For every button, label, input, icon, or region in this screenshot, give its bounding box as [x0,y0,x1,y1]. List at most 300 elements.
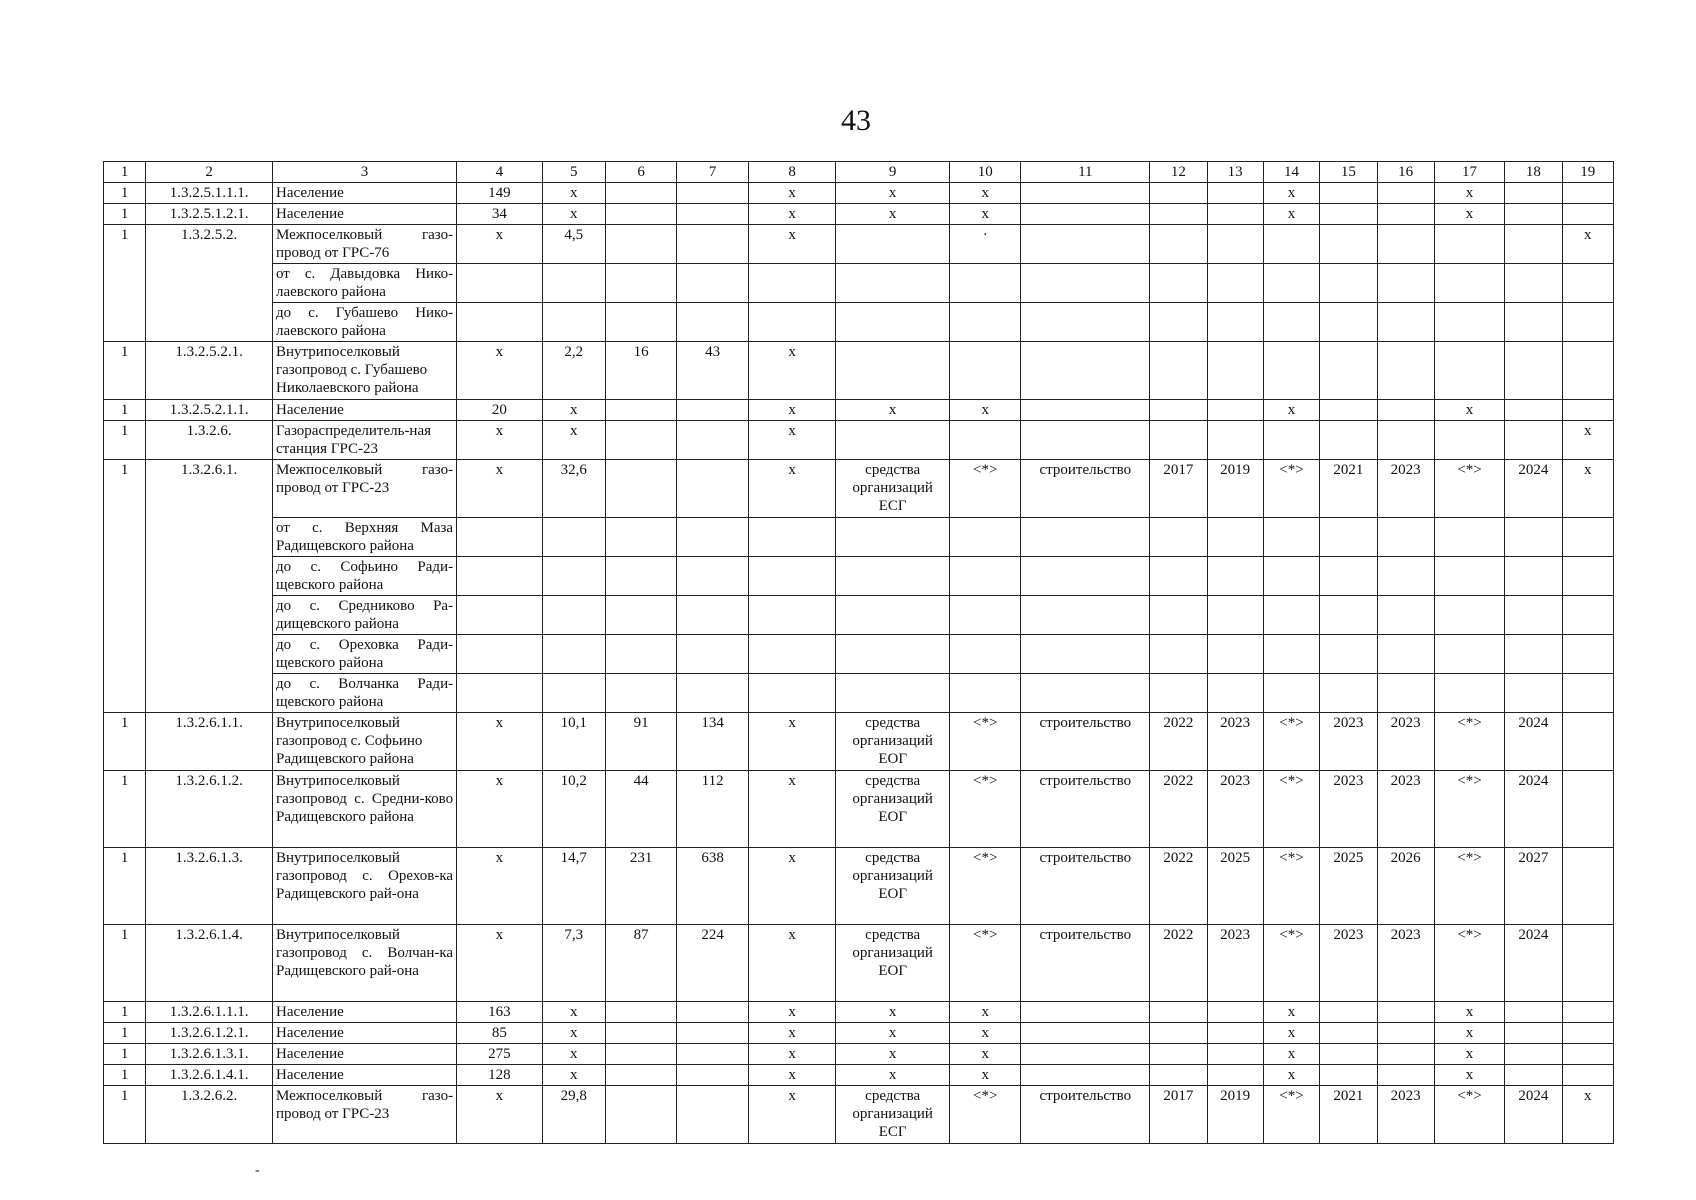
table-cell [1320,264,1377,303]
table-cell [1021,225,1150,264]
table-cell: х [1263,1023,1319,1044]
table-cell [1562,925,1613,1002]
table-row [104,421,1614,460]
table-cell: 1.3.2.6.2. [146,1086,273,1144]
table-cell: х [748,342,836,400]
table-cell [1150,303,1207,342]
table-cell [1207,342,1263,400]
table-cell: 2,2 [542,342,605,400]
table-cell: х [1562,1086,1613,1144]
header-cell: 3 [273,162,457,183]
table-cell [1150,1044,1207,1065]
table-cell [605,421,676,460]
table-cell [1377,1023,1434,1044]
table-cell [1377,183,1434,204]
table-cell: х [542,1065,605,1086]
table-cell [1207,518,1263,557]
table-cell: <*> [1434,1086,1504,1144]
table-cell [605,225,676,264]
table-cell: х [1263,400,1319,421]
table-cell [1377,204,1434,225]
table-cell: 2023 [1377,460,1434,518]
table-cell: х [950,1023,1021,1044]
table-cell [677,1002,748,1023]
table-cell: <*> [950,771,1021,848]
table-cell: х [748,1044,836,1065]
table-cell [1434,596,1504,635]
table-cell: средства организаций ЕСГ [836,1086,950,1144]
table-cell: 16 [605,342,676,400]
table-cell [1021,183,1150,204]
table-cell [605,183,676,204]
table-cell: х [748,1065,836,1086]
table-cell: Внутрипоселковый газопровод с. Губашево Николаевского района [273,342,457,400]
table-cell [1207,1065,1263,1086]
table-cell: <*> [1434,925,1504,1002]
header-cell: 16 [1377,162,1434,183]
table-cell: 2024 [1505,713,1562,771]
table-cell [677,264,748,303]
table-cell [950,674,1021,713]
table-cell [1207,421,1263,460]
table-cell: х [542,1023,605,1044]
table-cell [1150,635,1207,674]
table-cell: х [457,925,543,1002]
table-cell: <*> [1263,771,1319,848]
table-cell: 2025 [1320,848,1377,925]
table-cell [1263,596,1319,635]
table-cell: <*> [1263,925,1319,1002]
table-cell [677,557,748,596]
table-cell: <*> [1263,848,1319,925]
table-cell [1377,421,1434,460]
table-cell [457,635,543,674]
table-cell: до с. Софьино Ради-щевского района [273,557,457,596]
table-cell: х [950,1002,1021,1023]
table-cell: 1.3.2.6.1. [146,460,273,713]
table-cell: 10,2 [542,771,605,848]
table-cell: 44 [605,771,676,848]
table-cell [1434,557,1504,596]
table-cell [1021,400,1150,421]
table-cell: 231 [605,848,676,925]
table-cell [1207,204,1263,225]
table-cell: 1.3.2.5.2.1. [146,342,273,400]
table-cell: х [748,1023,836,1044]
table-cell: 1 [104,183,146,204]
table-cell [1562,1065,1613,1086]
table-cell [1263,635,1319,674]
table-cell [1377,400,1434,421]
table-cell: 2023 [1377,771,1434,848]
table-cell [1505,674,1562,713]
table-cell [1562,635,1613,674]
table-cell: <*> [950,713,1021,771]
table-cell [1021,264,1150,303]
table-cell: 4,5 [542,225,605,264]
table-cell [1207,264,1263,303]
table-cell: <*> [950,460,1021,518]
header-cell: 18 [1505,162,1562,183]
table-cell [1150,421,1207,460]
table-cell [1320,557,1377,596]
table-cell [1150,183,1207,204]
table-row [104,713,1614,771]
table-cell: Население [273,1023,457,1044]
table-cell [1505,1023,1562,1044]
table-cell: до с. Губашево Нико-лаевского района [273,303,457,342]
table-cell [1320,596,1377,635]
table-cell [605,204,676,225]
table-cell [1562,303,1613,342]
table-cell: 85 [457,1023,543,1044]
table-cell [677,1044,748,1065]
table-cell [1320,635,1377,674]
table-cell: 2017 [1150,1086,1207,1144]
header-cell: 14 [1263,162,1319,183]
table-cell: х [748,848,836,925]
table-cell: х [542,1044,605,1065]
table-cell: х [836,1044,950,1065]
table-row [104,596,1614,635]
table-cell [1377,674,1434,713]
table-cell [836,421,950,460]
table-row [104,925,1614,1002]
table-cell [1434,342,1504,400]
header-cell: 15 [1320,162,1377,183]
table-cell: х [950,183,1021,204]
table-cell [1021,674,1150,713]
table-cell [1377,557,1434,596]
table-cell [1320,518,1377,557]
table-cell [1320,225,1377,264]
table-cell: строительство [1021,771,1150,848]
table-cell [1434,225,1504,264]
table-cell [542,674,605,713]
table-cell: Межпоселковый газо-провод от ГРС-23 [273,460,457,518]
table-cell [677,421,748,460]
table-cell: · [950,225,1021,264]
table-cell: 112 [677,771,748,848]
table-cell: от с. Давыдовка Нико-лаевского района [273,264,457,303]
table-cell: Население [273,183,457,204]
table-cell: х [748,925,836,1002]
table-row [104,557,1614,596]
table-cell: х [1263,1002,1319,1023]
table-cell [748,674,836,713]
table-cell [836,518,950,557]
table-cell: 1 [104,1002,146,1023]
table-cell [1263,518,1319,557]
table-cell [542,635,605,674]
table-cell: х [748,400,836,421]
table-cell [677,674,748,713]
table-cell [1377,1002,1434,1023]
table-cell [1021,1023,1150,1044]
table-cell [1320,674,1377,713]
table-cell: 2019 [1207,1086,1263,1144]
table-cell: х [748,1002,836,1023]
table-cell: х [836,400,950,421]
table-cell: 7,3 [542,925,605,1002]
table-cell [605,1002,676,1023]
table-cell: 2022 [1150,925,1207,1002]
table-cell: х [1434,1002,1504,1023]
table-cell: х [457,848,543,925]
table-cell [1207,1044,1263,1065]
table-cell [1150,225,1207,264]
header-cell: 11 [1021,162,1150,183]
table-cell: 1.3.2.6.1.3.1. [146,1044,273,1065]
table-cell [677,635,748,674]
table-cell: <*> [950,848,1021,925]
table-cell [1377,518,1434,557]
table-cell [605,674,676,713]
table-cell: 91 [605,713,676,771]
table-cell [1562,596,1613,635]
table-cell [836,635,950,674]
table-cell: х [542,183,605,204]
table-cell [1263,557,1319,596]
table-cell: до с. Волчанка Ради-щевского района [273,674,457,713]
table-cell [605,400,676,421]
table-cell: х [748,460,836,518]
table-cell: 1 [104,1044,146,1065]
table-cell [605,1086,676,1144]
table-cell [1021,557,1150,596]
table-cell [605,303,676,342]
table-cell: 2023 [1207,771,1263,848]
table-cell [605,635,676,674]
table-cell [1207,1023,1263,1044]
table-cell: 1.3.2.6.1.4.1. [146,1065,273,1086]
table-cell: 1.3.2.6.1.2.1. [146,1023,273,1044]
table-cell: 2023 [1320,925,1377,1002]
table-cell [1021,303,1150,342]
table-cell [457,557,543,596]
table-cell [1562,848,1613,925]
table-cell [1434,674,1504,713]
table-cell [1377,225,1434,264]
table-cell [1377,1065,1434,1086]
table-cell: до с. Ореховка Ради-щевского района [273,635,457,674]
table-cell [748,518,836,557]
table-cell [1434,303,1504,342]
table-cell [1021,635,1150,674]
table-cell [1150,1002,1207,1023]
table-cell: 2023 [1207,925,1263,1002]
table-cell: 1.3.2.6.1.2. [146,771,273,848]
table-cell: <*> [1434,771,1504,848]
table-cell: 1 [104,771,146,848]
table-cell [836,674,950,713]
table-cell [677,400,748,421]
gas-pipeline-table [103,161,1614,1144]
header-cell: 4 [457,162,543,183]
table-cell [1320,1023,1377,1044]
table-cell: х [1562,460,1613,518]
footer-mark: - [255,1163,260,1178]
table-cell [1562,674,1613,713]
table-cell: <*> [950,1086,1021,1144]
table-cell [1505,342,1562,400]
table-row [104,264,1614,303]
table-cell [950,303,1021,342]
table-cell [457,596,543,635]
table-cell [1263,264,1319,303]
header-cell: 1 [104,162,146,183]
table-cell [1207,225,1263,264]
page-number: 43 [841,104,871,137]
table-cell: х [1434,1023,1504,1044]
table-cell: 1.3.2.5.2.1.1. [146,400,273,421]
table-cell: 1.3.2.6.1.3. [146,848,273,925]
table-cell [677,1023,748,1044]
table-cell: 1 [104,925,146,1002]
table-cell [1562,264,1613,303]
header-cell: 10 [950,162,1021,183]
table-cell [1505,400,1562,421]
table-cell [1320,1002,1377,1023]
table-cell [1150,400,1207,421]
table-row [104,460,1614,518]
table-cell: х [457,771,543,848]
table-cell: х [542,204,605,225]
table-cell: <*> [1263,713,1319,771]
table-cell: 2021 [1320,460,1377,518]
table-cell [1377,264,1434,303]
table-cell: х [950,204,1021,225]
table-cell [1562,1002,1613,1023]
table-cell [1377,303,1434,342]
table-cell: 1 [104,713,146,771]
table-cell [605,1065,676,1086]
table-cell: 1 [104,225,146,342]
table-cell [1207,303,1263,342]
table-cell [1320,421,1377,460]
table-cell: х [748,771,836,848]
table-cell [1021,1002,1150,1023]
table-cell [1505,518,1562,557]
header-cell: 19 [1562,162,1613,183]
header-cell: 6 [605,162,676,183]
table-row [104,1002,1614,1023]
table-cell [1150,342,1207,400]
table-cell [1505,183,1562,204]
table-row [104,342,1614,400]
table-cell [457,264,543,303]
table-cell: 2027 [1505,848,1562,925]
table-cell [1021,596,1150,635]
table-row [104,518,1614,557]
table-cell [1505,303,1562,342]
table-cell [605,264,676,303]
table-cell: 2019 [1207,460,1263,518]
table-cell: 2023 [1377,1086,1434,1144]
table-cell: <*> [1263,460,1319,518]
table-cell [542,596,605,635]
table-cell [1320,342,1377,400]
table-cell: 43 [677,342,748,400]
table-row [104,1044,1614,1065]
table-cell: 275 [457,1044,543,1065]
table-cell: х [542,421,605,460]
table-cell [605,1044,676,1065]
table-cell: х [836,183,950,204]
table-cell [836,596,950,635]
table-cell [1562,713,1613,771]
table-cell: средства организаций ЕСГ [836,460,950,518]
table-cell [950,264,1021,303]
table-cell: Внутрипоселковый газопровод с. Орехов-ка Радищевского рай-она [273,848,457,925]
table-cell: 1 [104,1023,146,1044]
table-cell [1434,518,1504,557]
table-cell [1505,596,1562,635]
table-cell [1150,518,1207,557]
table-row [104,1065,1614,1086]
table-cell [1377,596,1434,635]
table-cell: Внутрипоселковый газопровод с. Волчан-ка Радищевского рай-она [273,925,457,1002]
table-cell: 2024 [1505,771,1562,848]
table-cell [1505,1044,1562,1065]
table-cell: 1.3.2.6.1.1. [146,713,273,771]
table-cell [836,303,950,342]
table-cell [1434,264,1504,303]
table-cell [1505,204,1562,225]
table-cell: до с. Средниково Ра-дищевского района [273,596,457,635]
table-cell [1207,557,1263,596]
table-cell [950,596,1021,635]
table-cell: 2022 [1150,771,1207,848]
table-cell [1207,1002,1263,1023]
table-cell: 1.3.2.6.1.1.1. [146,1002,273,1023]
table-row [104,1086,1614,1144]
header-cell: 12 [1150,162,1207,183]
table-cell: 2017 [1150,460,1207,518]
table-cell: 2024 [1505,460,1562,518]
table-cell: х [748,204,836,225]
table-cell [1320,400,1377,421]
table-cell [1150,264,1207,303]
table-cell: Население [273,204,457,225]
table-row [104,674,1614,713]
table-cell: строительство [1021,460,1150,518]
table-cell [1207,596,1263,635]
table-cell [748,635,836,674]
table-cell [1207,183,1263,204]
table-cell [1150,557,1207,596]
table-cell [1562,183,1613,204]
table-row [104,635,1614,674]
table-row [104,225,1614,264]
table-cell [1562,1044,1613,1065]
table-cell [542,518,605,557]
table-cell [836,225,950,264]
table-cell: Межпоселковый газо-провод от ГРС-76 [273,225,457,264]
table-cell [1562,518,1613,557]
table-cell: 2023 [1207,713,1263,771]
table-cell [748,303,836,342]
table-cell [1505,1065,1562,1086]
table-cell [748,557,836,596]
table-cell [1562,204,1613,225]
table-cell: средства организаций ЕОГ [836,848,950,925]
table-cell [1377,342,1434,400]
table-cell: х [1263,1065,1319,1086]
table-cell: 1.3.2.6. [146,421,273,460]
table-cell: х [542,400,605,421]
table-cell: 2023 [1377,925,1434,1002]
